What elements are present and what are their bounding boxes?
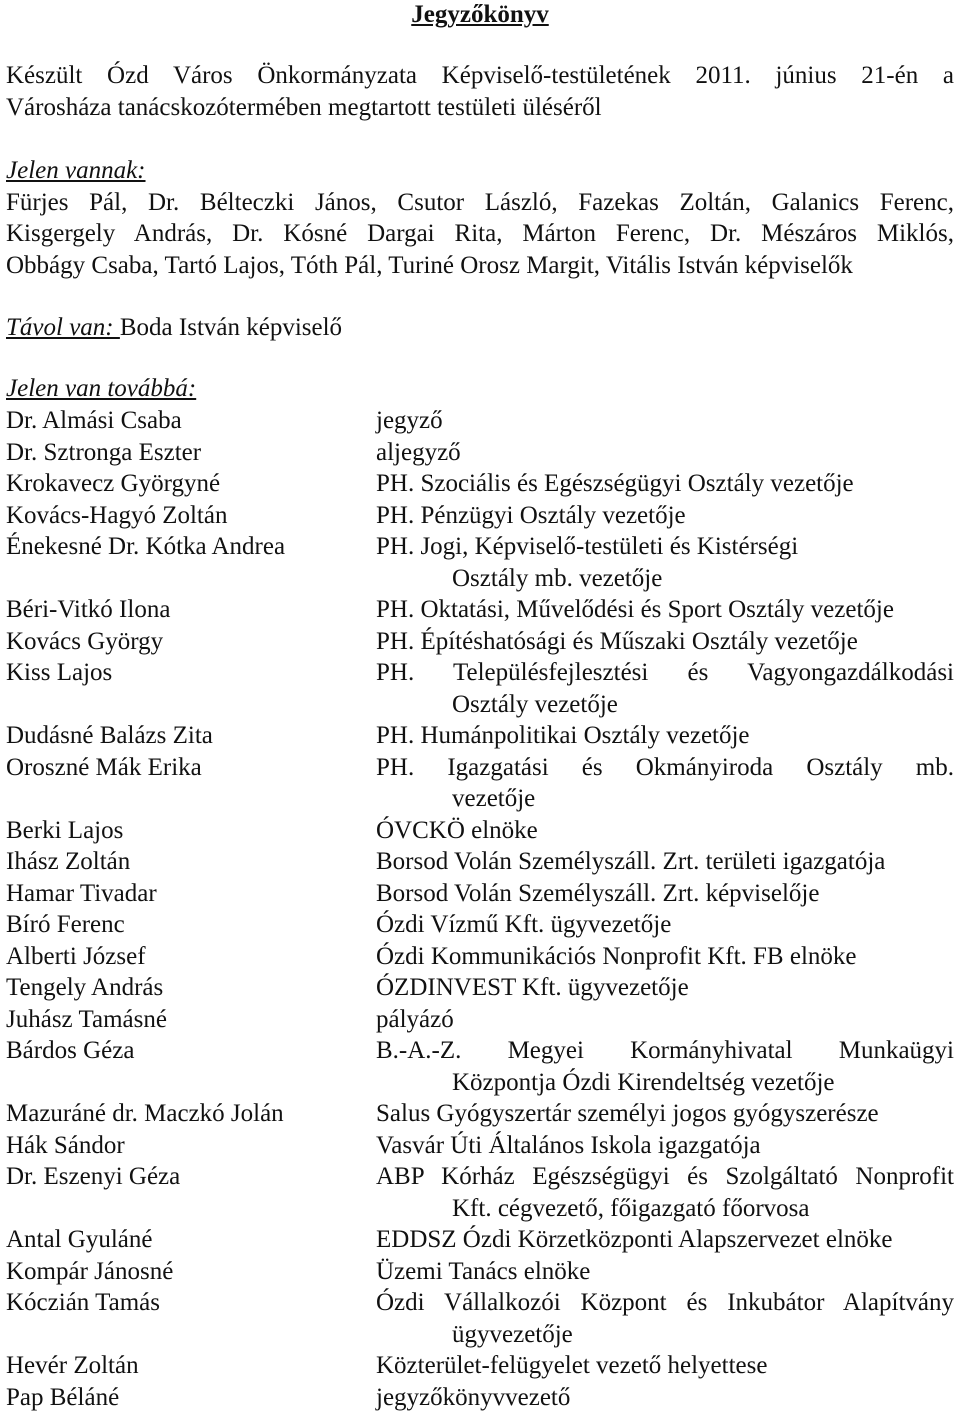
attendee-name: Béri-Vitkó Ilona <box>6 594 170 626</box>
attendee-row <box>6 878 954 910</box>
present-line: Obbágy Csaba, Tartó Lajos, Tóth Pál, Turiné Orosz Margit, Vitális István képviselők <box>6 250 954 282</box>
attendee-role: aljegyző <box>376 437 954 469</box>
attendee-row <box>6 846 954 878</box>
attendee-row <box>6 941 954 973</box>
attendee-row <box>6 815 954 847</box>
attendee-name: Bárdos Géza <box>6 1035 134 1067</box>
attendee-row <box>6 1256 954 1288</box>
attendee-name: Kovács György <box>6 626 163 658</box>
attendee-role: Közterület-felügyelet vezető helyettese <box>376 1350 954 1382</box>
present-line: Fürjes Pál, Dr. Bélteczki János, Csutor László, Fazekas Zoltán, Galanics Ferenc, <box>6 187 954 219</box>
attendee-name: Juhász Tamásné <box>6 1004 167 1036</box>
attendee-name: Krokavecz Györgyné <box>6 468 220 500</box>
attendee-role: ÓVCKÖ elnöke <box>376 815 954 847</box>
attendee-name: Tengely András <box>6 972 163 1004</box>
attendee-name: Kompár Jánosné <box>6 1256 173 1288</box>
present-section <box>6 155 954 281</box>
attendee-role: PH. Oktatási, Művelődési és Sport Osztály vezetője <box>376 594 954 626</box>
attendee-name: Kiss Lajos <box>6 657 112 689</box>
attendee-role: B.-A.-Z. Megyei Kormányhivatal Munkaügyi <box>376 1035 954 1067</box>
attendee-row <box>6 1004 954 1036</box>
attendee-name: Ihász Zoltán <box>6 846 130 878</box>
attendee-name: Antal Gyuláné <box>6 1224 152 1256</box>
attendee-role: Salus Gyógyszertár személyi jogos gyógyszerésze <box>376 1098 954 1130</box>
attendee-row <box>6 531 954 563</box>
attendee-role: PH. Építéshatósági és Műszaki Osztály vezetője <box>376 626 954 658</box>
attendee-role-continuation: Osztály vezetője <box>452 689 954 721</box>
attendee-row-continuation <box>6 783 954 815</box>
attendee-role-continuation: Kft. cégvezető, főigazgató főorvosa <box>452 1193 954 1225</box>
attendee-role: Üzemi Tanács elnöke <box>376 1256 954 1288</box>
attendee-row <box>6 1287 954 1319</box>
attendee-name: Dudásné Balázs Zita <box>6 720 213 752</box>
attendee-role: jegyző <box>376 405 954 437</box>
attendee-row <box>6 1224 954 1256</box>
attendee-role: PH. Humánpolitikai Osztály vezetője <box>376 720 954 752</box>
intro-paragraph <box>6 60 954 123</box>
attendee-row <box>6 1035 954 1067</box>
attendee-name: Oroszné Mák Erika <box>6 752 202 784</box>
attendee-role: Ózdi Vízmű Kft. ügyvezetője <box>376 909 954 941</box>
attendee-row <box>6 657 954 689</box>
attendee-name: Hák Sándor <box>6 1130 125 1162</box>
attendee-name: Kovács-Hagyó Zoltán <box>6 500 227 532</box>
attendee-role: PH. Szociális és Egészségügyi Osztály vezetője <box>376 468 954 500</box>
absent-section <box>6 312 954 344</box>
attendee-role: jegyzőkönyvvezető <box>376 1382 954 1413</box>
attendee-row <box>6 1382 954 1413</box>
attendee-row <box>6 626 954 658</box>
attendee-row <box>6 1161 954 1193</box>
attendee-row <box>6 1350 954 1382</box>
attendee-role: pályázó <box>376 1004 954 1036</box>
attendee-row <box>6 500 954 532</box>
attendee-role-continuation: vezetője <box>452 783 954 815</box>
attendee-row <box>6 594 954 626</box>
attendee-role-continuation: Osztály mb. vezetője <box>452 563 954 595</box>
attendee-row <box>6 1098 954 1130</box>
attendee-name: Dr. Sztronga Eszter <box>6 437 201 469</box>
attendee-name: Hamar Tivadar <box>6 878 157 910</box>
attendee-role: Ózdi Vállalkozói Központ és Inkubátor Alapítvány <box>376 1287 954 1319</box>
attendee-name: Dr. Almási Csaba <box>6 405 182 437</box>
attendee-row-continuation <box>6 1319 954 1351</box>
attendee-row <box>6 720 954 752</box>
absent-text: Boda István képviselő <box>120 314 342 341</box>
intro-line: Készült Ózd Város Önkormányzata Képviselő-testületének 2011. június 21-én a <box>6 60 954 92</box>
attendee-row <box>6 909 954 941</box>
attendee-role: ABP Kórház Egészségügyi és Szolgáltató Nonprofit <box>376 1161 954 1193</box>
attendee-name: Énekesné Dr. Kótka Andrea <box>6 531 285 563</box>
attendee-row <box>6 972 954 1004</box>
attendee-role: PH. Jogi, Képviselő-testületi és Kistérségi <box>376 531 954 563</box>
attendee-row <box>6 405 954 437</box>
attendee-role: Ózdi Kommunikációs Nonprofit Kft. FB elnöke <box>376 941 954 973</box>
attendee-role: Borsod Volán Személyszáll. Zrt. területi igazgatója <box>376 846 954 878</box>
attendee-role-continuation: Központja Ózdi Kirendeltség vezetője <box>452 1067 954 1099</box>
also-present-heading: Jelen van továbbá: <box>6 373 954 405</box>
attendee-role: Vasvár Úti Általános Iskola igazgatója <box>376 1130 954 1162</box>
document-title: Jegyzőkönyv <box>6 0 954 30</box>
attendee-row <box>6 1130 954 1162</box>
attendee-name: Alberti József <box>6 941 146 973</box>
absent-heading: Távol van: <box>6 314 120 341</box>
attendee-row-continuation <box>6 689 954 721</box>
attendee-row-continuation <box>6 563 954 595</box>
attendee-row <box>6 468 954 500</box>
attendee-row-continuation <box>6 1193 954 1225</box>
attendee-name: Berki Lajos <box>6 815 123 847</box>
present-line: Kisgergely András, Dr. Kósné Dargai Rita, Márton Ferenc, Dr. Mészáros Miklós, <box>6 218 954 250</box>
attendee-name: Mazuráné dr. Maczkó Jolán <box>6 1098 284 1130</box>
attendee-name: Pap Béláné <box>6 1382 119 1413</box>
attendee-name: Hevér Zoltán <box>6 1350 139 1382</box>
attendee-row-continuation <box>6 1067 954 1099</box>
intro-line: Városháza tanácskozótermében megtartott testületi üléséről <box>6 92 954 124</box>
attendee-role: PH. Pénzügyi Osztály vezetője <box>376 500 954 532</box>
attendee-row <box>6 752 954 784</box>
attendee-name: Dr. Eszenyi Géza <box>6 1161 180 1193</box>
attendee-role: ÓZDINVEST Kft. ügyvezetője <box>376 972 954 1004</box>
attendee-role-continuation: ügyvezetője <box>452 1319 954 1351</box>
attendee-name: Kóczián Tamás <box>6 1287 160 1319</box>
present-heading: Jelen vannak: <box>6 155 954 187</box>
attendee-role: PH. Településfejlesztési és Vagyongazdálkodási <box>376 657 954 689</box>
attendee-row <box>6 437 954 469</box>
attendee-name: Bíró Ferenc <box>6 909 125 941</box>
attendee-role: Borsod Volán Személyszáll. Zrt. képviselője <box>376 878 954 910</box>
attendee-role: PH. Igazgatási és Okmányiroda Osztály mb. <box>376 752 954 784</box>
attendee-role: EDDSZ Ózdi Körzetközponti Alapszervezet elnöke <box>376 1224 954 1256</box>
